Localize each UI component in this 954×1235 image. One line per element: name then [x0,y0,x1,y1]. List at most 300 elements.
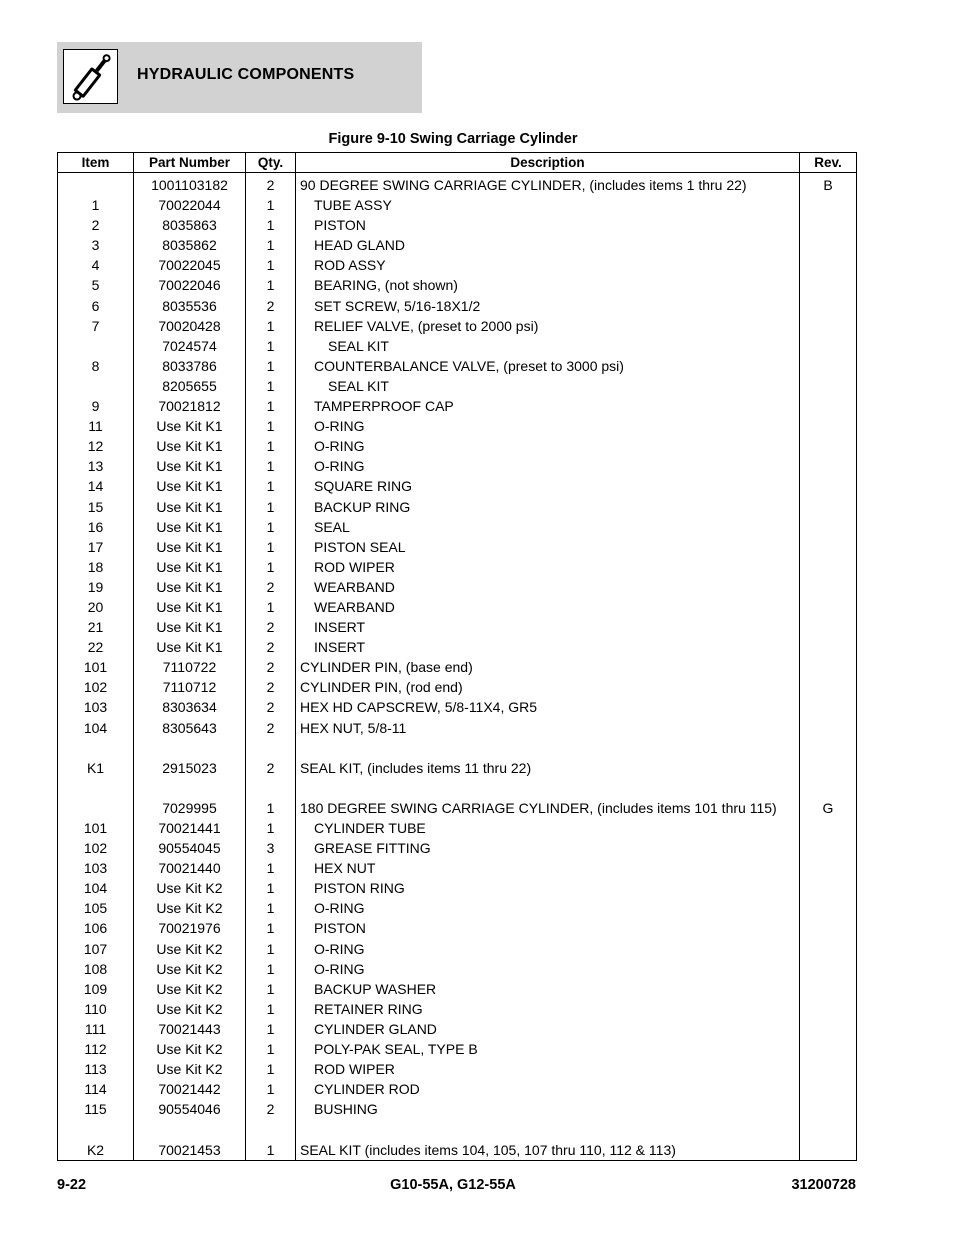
cell-qty-text: 1 [266,1020,275,1037]
cell-rev [800,597,857,617]
cell-rev [800,718,857,738]
cell-description [296,798,800,818]
cell-rev [800,858,857,878]
table-row [58,416,857,436]
table-row [58,497,857,517]
cell-part-number-text: 70021453 [158,1141,221,1158]
cell-description [296,416,800,436]
cell-description [296,999,800,1019]
cell-item [58,275,134,295]
cell-qty [246,1059,296,1079]
document-number: 31200728 [791,1177,856,1193]
cell-item-text: 13 [87,458,104,475]
cell-rev [800,255,857,275]
cell-part-number-text: 90554045 [158,840,221,857]
cell-part-number [134,416,246,436]
cell-qty [246,718,296,738]
cell-part-number-text: Use Kit K2 [156,900,223,917]
cell-description [296,537,800,557]
cell-item [58,316,134,336]
cell-description-text: O-RING [314,458,365,475]
cell-rev [800,557,857,577]
cell-description [296,758,800,778]
cell-qty-text: 1 [266,820,275,836]
cell-qty-text: 1 [266,538,275,555]
cell-description [296,173,800,196]
table-row [58,858,857,878]
table-row [58,275,857,295]
cell-description-text: COUNTERBALANCE VALVE, (preset to 3000 psi) [314,357,624,374]
cell-qty-text: 2 [266,619,275,636]
cell-qty-text: 2 [266,659,275,676]
cell-item [58,617,134,637]
table-row [58,617,857,637]
column-header-qty: Qty. [246,153,296,173]
cell-rev [800,336,857,356]
cell-part-number [134,1059,246,1079]
table-row [58,778,857,798]
cell-item-text: 14 [87,478,104,495]
cell-qty [246,436,296,456]
cell-qty-text: 2 [266,699,275,716]
cell-rev [800,275,857,295]
cell-qty-text: 1 [266,860,275,877]
cell-item-text: 22 [87,639,104,656]
parts-table [57,152,857,1161]
cell-part-number-text: 7029995 [162,799,217,816]
table-row [58,1140,857,1161]
cell-rev [800,1119,857,1139]
cell-rev [800,758,857,778]
cell-description [296,1019,800,1039]
cell-item-text: 2 [91,217,100,234]
cell-description-text: CYLINDER PIN, (rod end) [300,679,463,696]
cell-qty-text: 2 [266,177,275,193]
cell-item [58,336,134,356]
cell-qty-text: 1 [266,237,275,254]
cell-description [296,255,800,275]
cell-description [296,657,800,677]
cell-description [296,476,800,496]
cell-part-number [134,959,246,979]
cell-part-number [134,497,246,517]
cell-part-number-text: 90554046 [158,1101,221,1118]
cell-item [58,657,134,677]
cell-part-number-text: 8305643 [162,719,217,736]
cell-item [58,1059,134,1079]
cell-part-number [134,316,246,336]
cell-qty [246,577,296,597]
cell-qty [246,416,296,436]
cell-qty-text: 1 [266,458,275,475]
cell-description [296,818,800,838]
cell-rev [800,838,857,858]
cell-description-text: O-RING [314,900,365,917]
cell-description-text: HEX NUT, 5/8-11 [300,719,407,736]
cell-description-text: BACKUP WASHER [314,980,437,997]
cell-part-number [134,577,246,597]
cell-part-number [134,1039,246,1059]
cell-part-number [134,275,246,295]
cell-part-number-text: 70022045 [158,257,221,274]
table-row [58,818,857,838]
cell-rev [800,316,857,336]
cell-item-text: 20 [87,598,104,615]
cell-part-number [134,657,246,677]
cell-part-number-text: Use Kit K1 [156,478,223,495]
cell-part-number [134,1140,246,1161]
cell-description [296,1039,800,1059]
cell-description [296,336,800,356]
cell-item [58,296,134,316]
cell-rev [800,939,857,959]
table-row [58,1059,857,1079]
cell-rev [800,1140,857,1161]
cell-qty [246,336,296,356]
cell-qty [246,838,296,858]
cell-qty-text: 1 [266,197,275,214]
cell-item [58,557,134,577]
cell-item [58,436,134,456]
cell-description-text: SEAL KIT [328,337,389,354]
cell-qty-text: 1 [266,277,275,294]
cell-item [58,677,134,697]
cell-part-number-text: Use Kit K1 [156,619,223,636]
table-row [58,195,857,215]
cell-qty-text: 2 [266,578,275,595]
cell-description-text: PISTON SEAL [314,538,406,555]
cell-part-number-text: 70021443 [158,1020,221,1037]
cell-description-text: SEAL [314,518,350,535]
cell-item-text: 12 [87,438,104,455]
cell-item [58,778,134,798]
cell-qty [246,1140,296,1161]
cell-part-number [134,1019,246,1039]
cell-part-number [134,456,246,476]
cell-description [296,778,800,798]
cell-part-number [134,738,246,758]
cell-item [58,798,134,818]
cell-item [58,195,134,215]
table-row [58,718,857,738]
cell-qty-text: 1 [266,900,275,917]
cell-qty-text: 1 [266,498,275,515]
cell-qty-text: 3 [266,840,275,857]
table-row [58,939,857,959]
cell-item [58,697,134,717]
cell-item [58,356,134,376]
cell-item-text: 8 [91,357,100,374]
cell-part-number-text: 8303634 [162,699,217,716]
cell-description-text: SET SCREW, 5/16-18X1/2 [314,297,481,314]
cell-qty [246,939,296,959]
cell-item [58,918,134,938]
cell-qty-text: 1 [266,880,275,897]
cell-description-text: RETAINER RING [314,1000,423,1017]
table-header-row [58,153,857,173]
cell-description-text: O-RING [314,438,365,455]
table-row [58,677,857,697]
cell-rev-text: B [823,177,833,193]
cell-item [58,1039,134,1059]
cell-item-text: 103 [83,860,108,877]
cell-part-number [134,818,246,838]
cell-part-number [134,557,246,577]
cell-description [296,718,800,738]
cell-qty-text: 1 [266,478,275,495]
cell-description-text: 180 DEGREE SWING CARRIAGE CYLINDER, (includes items 101 thru 115) [300,799,777,816]
cell-description-text: POLY-PAK SEAL, TYPE B [314,1041,478,1058]
table-row [58,838,857,858]
model-numbers: G10-55A, G12-55A [390,1177,516,1193]
cell-item-text: 112 [84,1041,107,1058]
cell-rev [800,173,857,196]
cell-part-number-text: 1001103182 [151,177,228,193]
cell-qty-text: 1 [266,980,275,997]
table-row [58,336,857,356]
cell-qty [246,255,296,275]
cell-qty [246,517,296,537]
cell-description-text: RELIEF VALVE, (preset to 2000 psi) [314,317,539,334]
cell-part-number [134,718,246,738]
cell-qty [246,296,296,316]
cell-description [296,215,800,235]
cell-item-text: 1 [91,197,100,214]
cell-qty-text: 1 [266,799,275,816]
cell-qty-text: 1 [266,518,275,535]
column-header-part-number: Part Number [134,153,246,173]
cell-qty [246,1119,296,1139]
cell-item [58,1099,134,1119]
cell-description [296,597,800,617]
cell-qty [246,999,296,1019]
cell-item [58,215,134,235]
cell-item-text: 104 [83,880,108,897]
table-row [58,255,857,275]
cell-qty-text: 1 [266,1041,275,1058]
cell-part-number-text: Use Kit K1 [156,498,223,515]
cell-rev-text: G [822,799,834,816]
table-row [58,557,857,577]
cell-rev [800,818,857,838]
cell-part-number [134,296,246,316]
cell-description-text: TAMPERPROOF CAP [314,398,454,415]
cell-rev [800,577,857,597]
cell-qty-text: 1 [266,377,275,394]
cell-part-number [134,476,246,496]
cell-item [58,959,134,979]
cell-qty [246,316,296,336]
cell-description [296,235,800,255]
cell-part-number [134,376,246,396]
cell-part-number [134,798,246,818]
cell-description [296,878,800,898]
cell-part-number-text: 70022046 [158,277,221,294]
cell-description-text: CYLINDER TUBE [314,820,426,836]
cell-item [58,577,134,597]
cell-rev [800,396,857,416]
cell-qty-text: 1 [266,257,275,274]
cell-item [58,597,134,617]
cell-item [58,396,134,416]
table-row [58,738,857,758]
cell-part-number [134,918,246,938]
cell-item-text: 6 [91,297,100,314]
cell-part-number-text: 70021812 [158,398,221,415]
cell-part-number-text: Use Kit K1 [156,558,223,575]
cell-qty-text: 1 [266,418,275,435]
cell-item-text: 103 [83,699,108,716]
cell-part-number-text: 8035536 [162,297,217,314]
cell-qty-text: 1 [266,940,275,957]
cell-qty [246,235,296,255]
cell-description [296,637,800,657]
cell-part-number [134,858,246,878]
cell-item [58,476,134,496]
cell-item [58,456,134,476]
cell-part-number-text: Use Kit K1 [156,578,223,595]
cell-description-text: BEARING, (not shown) [314,277,458,294]
cell-part-number-text: 70021440 [158,860,221,877]
cell-part-number [134,173,246,196]
cell-description-text: PISTON [314,920,366,937]
table-row [58,918,857,938]
cell-part-number-text: Use Kit K2 [156,980,223,997]
cell-qty [246,456,296,476]
cell-part-number-text: Use Kit K1 [156,639,223,656]
cell-item-text: 114 [84,1081,107,1098]
table-row [58,316,857,336]
cell-description-text: PISTON [314,217,366,234]
table-row [58,657,857,677]
cell-rev [800,1039,857,1059]
cell-item-text: 108 [83,960,108,977]
cell-item-text: 3 [91,237,100,254]
cell-item-text: K2 [86,1141,105,1158]
table-row [58,1019,857,1039]
cell-qty [246,356,296,376]
cell-rev [800,677,857,697]
cell-rev [800,1019,857,1039]
cell-qty [246,657,296,677]
section-title: HYDRAULIC COMPONENTS [137,66,355,83]
cell-part-number [134,898,246,918]
cell-part-number [134,597,246,617]
cell-item-text: 21 [87,619,104,636]
cell-item-text: 19 [87,578,104,595]
cell-description-text: O-RING [314,418,365,435]
table-row [58,1119,857,1139]
cell-rev [800,497,857,517]
figure-title: Figure 9-10 Swing Carriage Cylinder [328,131,578,147]
cell-description [296,1099,800,1119]
table-row [58,376,857,396]
cell-qty [246,195,296,215]
cell-description-text: ROD WIPER [314,1061,395,1078]
cell-part-number [134,336,246,356]
cell-item [58,878,134,898]
cell-qty [246,173,296,196]
cell-rev [800,657,857,677]
cell-part-number [134,195,246,215]
cell-rev [800,918,857,938]
table-row [58,1099,857,1119]
cell-item [58,637,134,657]
cell-description [296,677,800,697]
cell-item [58,376,134,396]
cell-item-text: K1 [86,759,105,776]
cell-description-text: SEAL KIT (includes items 104, 105, 107 thru 110, 112 & 113) [300,1141,676,1158]
cell-description-text: ROD WIPER [314,558,395,575]
cell-description [296,356,800,376]
table-row [58,476,857,496]
cell-part-number-text: Use Kit K1 [156,418,223,435]
table-row [58,878,857,898]
cell-item [58,416,134,436]
cell-rev [800,979,857,999]
cell-description [296,376,800,396]
table-row [58,697,857,717]
cell-part-number [134,255,246,275]
column-header-rev: Rev. [800,153,857,173]
table-row [58,456,857,476]
cell-item-text: 11 [88,418,103,435]
cell-qty-text: 2 [266,639,275,656]
table-row [58,1079,857,1099]
parts-table-body [58,173,857,1161]
cell-description-text: O-RING [314,960,365,977]
page-number: 9-22 [57,1177,87,1193]
cell-qty [246,275,296,295]
cell-description-text: ROD ASSY [314,257,386,274]
cell-item [58,1079,134,1099]
cell-description [296,456,800,476]
cell-part-number [134,778,246,798]
cell-qty-text: 2 [266,297,275,314]
cell-qty-text: 1 [266,598,275,615]
cell-part-number-text: Use Kit K1 [156,538,223,555]
cell-part-number [134,1099,246,1119]
cell-rev [800,517,857,537]
cell-part-number [134,878,246,898]
table-row [58,999,857,1019]
cell-item-text: 16 [87,518,104,535]
cell-item-text: 110 [84,1000,107,1017]
cell-part-number-text: Use Kit K1 [156,518,223,535]
cell-rev [800,476,857,496]
cell-part-number [134,637,246,657]
cell-part-number [134,1119,246,1139]
cell-qty-text: 1 [266,357,275,374]
cell-description [296,939,800,959]
cell-description [296,959,800,979]
cell-qty [246,557,296,577]
cell-description [296,436,800,456]
cell-qty-text: 1 [266,960,275,977]
cell-qty [246,959,296,979]
cell-item [58,838,134,858]
cell-part-number-text: Use Kit K2 [156,940,223,957]
cell-qty [246,738,296,758]
cell-qty [246,1019,296,1039]
cell-item [58,235,134,255]
cell-part-number [134,758,246,778]
table-row [58,798,857,818]
cell-item [58,979,134,999]
cell-description [296,557,800,577]
cell-description-text: HEX NUT [314,860,376,877]
cell-description-text: CYLINDER GLAND [314,1020,437,1037]
